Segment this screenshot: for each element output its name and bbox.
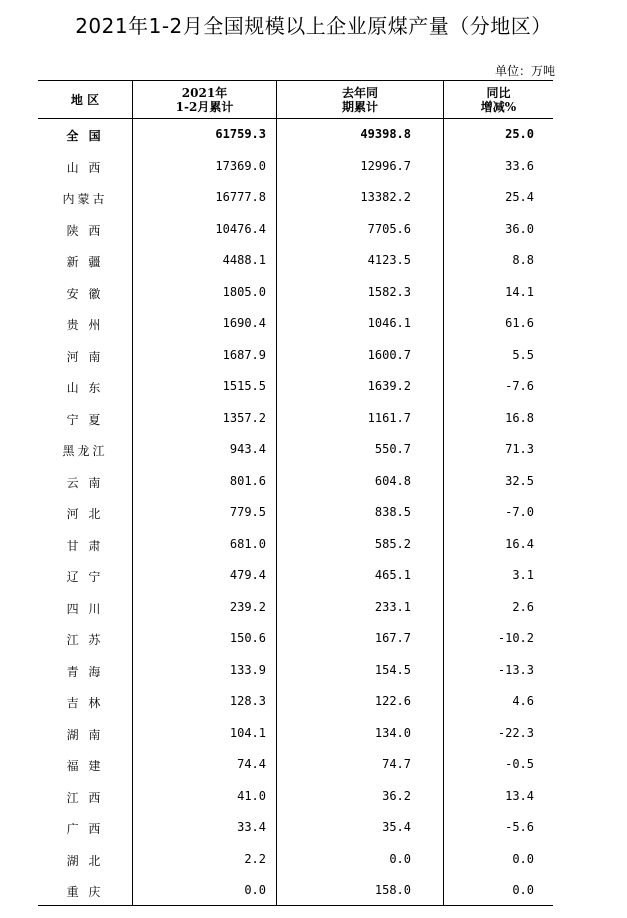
current-cell: 479.4 <box>229 568 266 582</box>
yoy-cell: 13.4 <box>505 788 534 803</box>
prev-cell: 4123.5 <box>367 253 411 267</box>
region-cell: 湖 北 <box>66 853 104 868</box>
current-cell: 1805.0 <box>222 284 266 299</box>
current-cell: 10476.4 <box>215 221 266 236</box>
table-row <box>38 812 553 844</box>
current-cell: 0.0 <box>244 883 266 897</box>
region-cell: 甘 肃 <box>66 538 104 553</box>
current-cell: 128.3 <box>229 694 266 708</box>
table-row <box>38 749 553 781</box>
prev-cell: 1639.2 <box>367 379 411 393</box>
current-cell: 1515.5 <box>222 379 266 393</box>
header-yoy-line1: 同比 <box>486 85 511 100</box>
current-cell: 17369.0 <box>215 158 266 173</box>
table-row <box>38 151 553 183</box>
region-cell: 宁 夏 <box>66 412 104 427</box>
region-cell: 黑龙江 <box>62 444 108 458</box>
region-cell: 安 徽 <box>66 286 104 301</box>
yoy-cell: 5.5 <box>512 347 534 362</box>
prev-cell: 1582.3 <box>367 284 411 299</box>
table-row <box>38 214 553 246</box>
table-row <box>38 308 553 340</box>
table-row <box>38 592 553 624</box>
region-cell: 四 川 <box>66 601 104 616</box>
region-cell: 广 西 <box>66 822 104 836</box>
header-yoy <box>444 81 553 118</box>
region-cell: 重 庆 <box>66 885 104 899</box>
header-yoy-line2: 增减% <box>480 99 517 114</box>
table-row <box>38 403 553 435</box>
table-row <box>38 781 553 813</box>
yoy-cell: 33.6 <box>505 158 534 173</box>
region-cell: 福 建 <box>66 759 104 773</box>
region-cell: 河 北 <box>66 507 104 521</box>
prev-cell: 158.0 <box>374 883 411 897</box>
table-row <box>38 434 553 466</box>
table-row <box>38 560 553 592</box>
yoy-cell: 25.0 <box>505 127 534 141</box>
table-row <box>38 340 553 372</box>
current-cell: 1357.2 <box>222 410 266 425</box>
prev-cell: 550.7 <box>374 442 411 456</box>
yoy-cell: -7.6 <box>505 379 534 393</box>
yoy-cell: 32.5 <box>505 473 534 488</box>
region-cell: 吉 林 <box>66 696 104 710</box>
region-cell: 江 西 <box>66 790 104 805</box>
prev-cell: 49398.8 <box>360 127 411 141</box>
yoy-cell: 61.6 <box>505 316 534 330</box>
region-cell: 云 南 <box>66 475 104 490</box>
region-cell: 贵 州 <box>66 318 104 332</box>
table-row <box>38 686 553 718</box>
unit-label: 单位：万吨 <box>494 64 555 78</box>
header-prev-line2: 期累计 <box>341 99 378 114</box>
yoy-cell: 16.8 <box>505 410 534 425</box>
region-cell: 新 疆 <box>66 255 104 269</box>
prev-cell: 1046.1 <box>367 316 411 330</box>
table-row <box>38 529 553 561</box>
prev-cell: 13382.2 <box>360 190 411 204</box>
prev-cell: 0.0 <box>389 851 411 866</box>
table-row <box>38 623 553 655</box>
table-row <box>38 466 553 498</box>
current-cell: 1687.9 <box>222 347 266 362</box>
yoy-cell: 8.8 <box>512 253 534 267</box>
yoy-cell: 16.4 <box>505 536 534 551</box>
region-cell: 江 苏 <box>66 633 104 647</box>
region-cell: 陕 西 <box>66 223 104 238</box>
table-row <box>38 844 553 876</box>
prev-cell: 585.2 <box>374 536 411 551</box>
current-cell: 681.0 <box>229 536 266 551</box>
current-cell: 150.6 <box>229 631 266 645</box>
region-cell: 辽 宁 <box>66 570 104 584</box>
current-cell: 1690.4 <box>222 316 266 330</box>
prev-cell: 12996.7 <box>360 158 411 173</box>
yoy-cell: 0.0 <box>512 883 534 897</box>
yoy-cell: 36.0 <box>505 221 534 236</box>
region-cell: 青 海 <box>66 664 104 679</box>
yoy-cell: 4.6 <box>512 694 534 708</box>
header-region <box>38 81 132 118</box>
region-cell: 河 南 <box>66 349 104 364</box>
prev-cell: 465.1 <box>374 568 411 582</box>
prev-cell: 7705.6 <box>367 221 411 236</box>
prev-cell: 604.8 <box>374 473 411 488</box>
prev-cell: 122.6 <box>374 694 411 708</box>
prev-cell: 154.5 <box>374 662 411 677</box>
prev-cell: 36.2 <box>382 788 411 803</box>
yoy-cell: -7.0 <box>505 505 534 519</box>
yoy-cell: 2.6 <box>512 599 534 614</box>
current-cell: 943.4 <box>229 442 266 456</box>
region-cell: 山 东 <box>66 381 104 395</box>
current-cell: 16777.8 <box>215 190 266 204</box>
table-row <box>38 245 553 277</box>
yoy-cell: 14.1 <box>505 284 534 299</box>
table-body <box>38 119 553 907</box>
current-cell: 104.1 <box>229 725 266 740</box>
prev-cell: 1600.7 <box>367 347 411 362</box>
yoy-cell: -10.2 <box>497 631 534 645</box>
prev-cell: 134.0 <box>374 725 411 740</box>
table-row <box>38 182 553 214</box>
header-prev-line1: 去年同 <box>341 85 378 100</box>
prev-cell: 233.1 <box>374 599 411 614</box>
current-cell: 2.2 <box>244 851 266 866</box>
current-cell: 74.4 <box>237 757 266 771</box>
region-cell: 内蒙古 <box>62 192 108 206</box>
region-cell: 全 国 <box>66 129 104 143</box>
yoy-cell: 3.1 <box>512 568 534 582</box>
prev-cell: 74.7 <box>382 757 411 771</box>
yoy-cell: -5.6 <box>505 820 534 834</box>
header-current-line2: 1-2月累计 <box>175 99 234 114</box>
current-cell: 41.0 <box>237 788 266 803</box>
yoy-cell: 25.4 <box>505 190 534 204</box>
table-row <box>38 277 553 309</box>
region-cell: 山 西 <box>66 160 104 175</box>
prev-cell: 838.5 <box>374 505 411 519</box>
yoy-cell: 0.0 <box>512 851 534 866</box>
current-cell: 4488.1 <box>222 253 266 267</box>
current-cell: 779.5 <box>229 505 266 519</box>
prev-cell: 1161.7 <box>367 410 411 425</box>
current-cell: 61759.3 <box>215 127 266 141</box>
table-row <box>38 655 553 687</box>
table-row <box>38 371 553 403</box>
header-current <box>133 81 276 118</box>
header-region-label: 地 区 <box>70 92 100 107</box>
table-row <box>38 875 553 907</box>
yoy-cell: -22.3 <box>497 725 534 740</box>
yoy-cell: -13.3 <box>497 662 534 677</box>
header-prev <box>277 81 443 118</box>
prev-cell: 35.4 <box>382 820 411 834</box>
table-row <box>38 718 553 750</box>
current-cell: 801.6 <box>229 473 266 488</box>
yoy-cell: -0.5 <box>505 757 534 771</box>
prev-cell: 167.7 <box>374 631 411 645</box>
yoy-cell: 71.3 <box>505 442 534 456</box>
header-current-line1: 2021年 <box>181 85 228 100</box>
page-title: 2021年1-2月全国规模以上企业原煤产量（分地区） <box>75 14 552 38</box>
current-cell: 133.9 <box>229 662 266 677</box>
region-cell: 湖 南 <box>66 727 104 742</box>
table-row <box>38 119 553 151</box>
current-cell: 33.4 <box>237 820 266 834</box>
table-row <box>38 497 553 529</box>
current-cell: 239.2 <box>229 599 266 614</box>
